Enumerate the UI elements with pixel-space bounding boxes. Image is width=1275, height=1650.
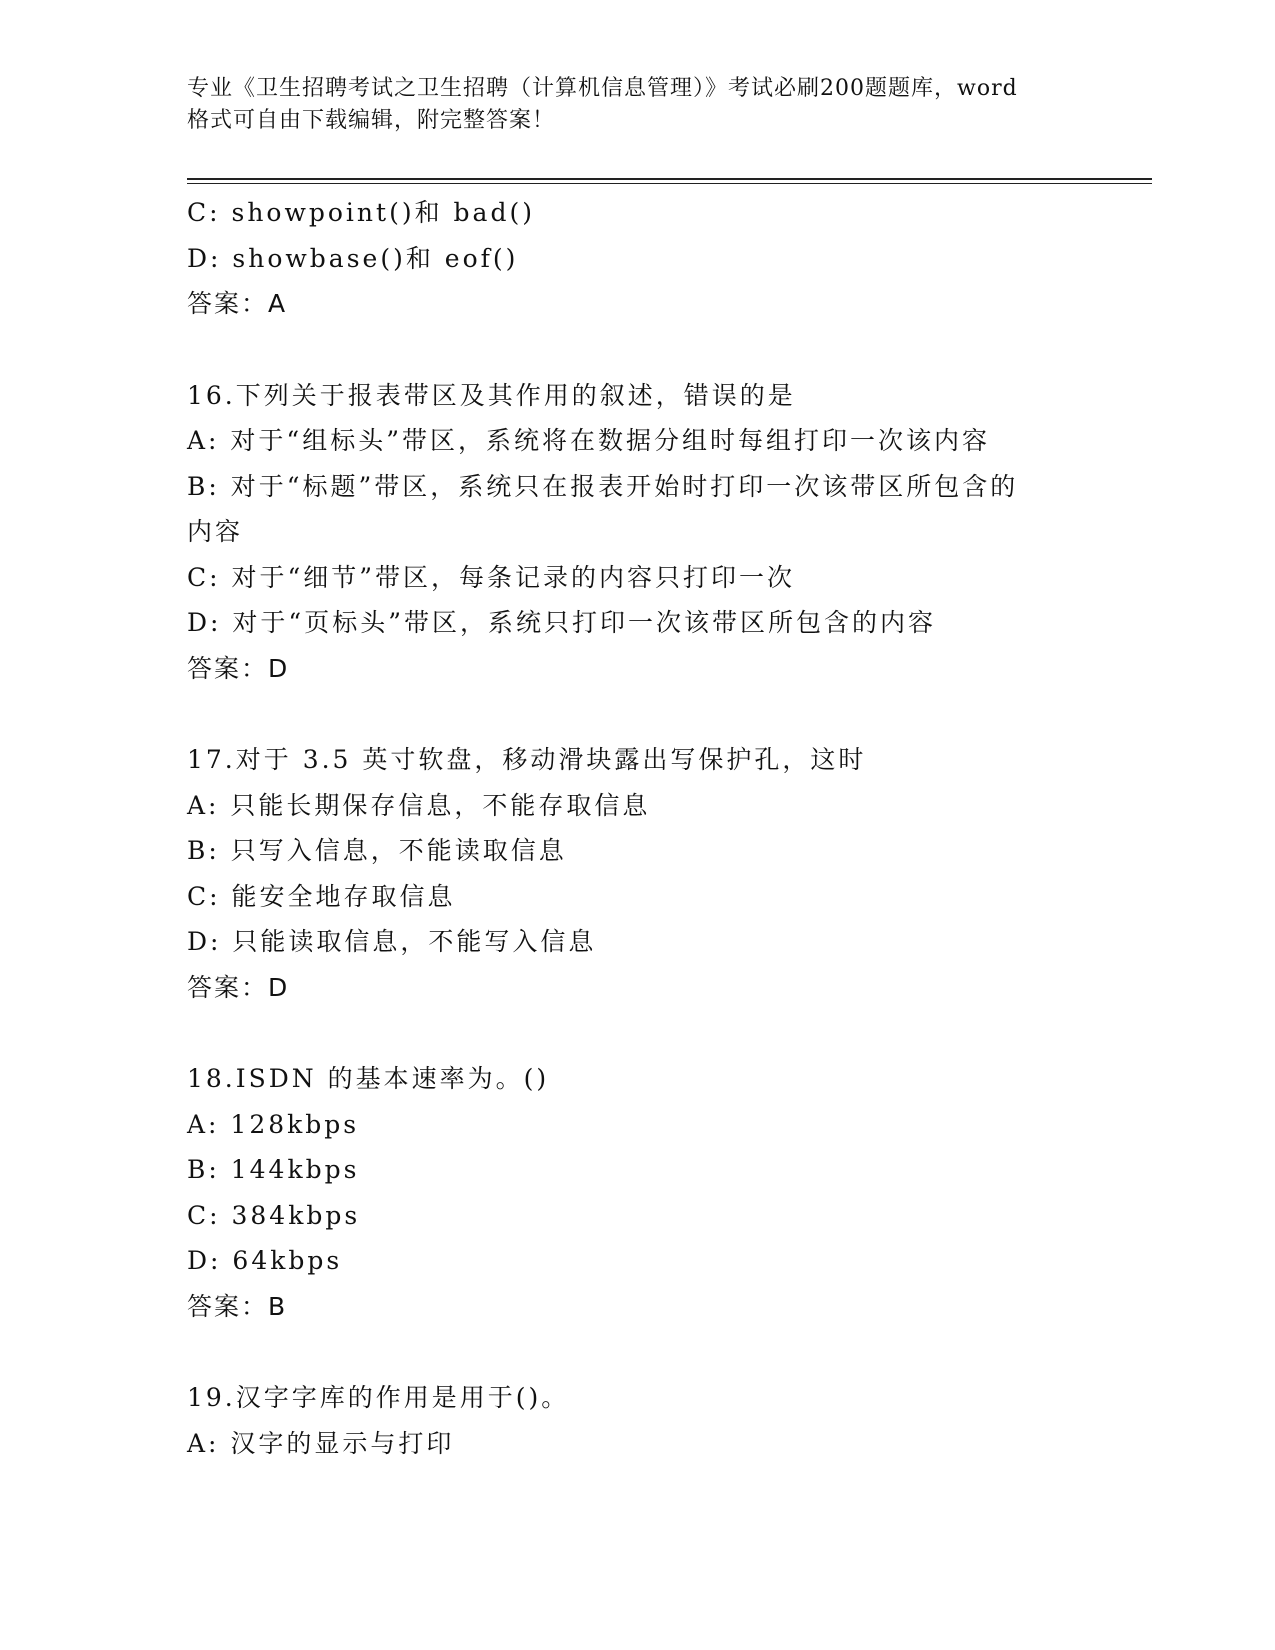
option-d: D: 只能读取信息，不能写入信息 [187,927,597,956]
question-gap [187,327,1087,373]
question-gap [187,691,1087,737]
option-a: A: 对于“组标头”带区，系统将在数据分组时每组打印一次该内容 [187,426,990,455]
question-stem: 17.对于 3.5 英寸软盘，移动滑块露出写保护孔，这时 [187,745,867,774]
answer-line: 答案：D [187,653,290,683]
option-d: D: 64kbps [187,1246,343,1275]
previous-question-tail [187,190,1087,327]
option-a: A: 汉字的显示与打印 [187,1428,455,1458]
option-d: D: 对于“页标头”带区，系统只打印一次该带区所包含的内容 [187,608,936,637]
option-c: C: 能安全地存取信息 [187,881,456,911]
header-rule-thin [187,183,1152,184]
option-c: C: 对于“细节”带区，每条记录的内容只打印一次 [187,562,796,592]
answer-line: 答案：B [187,1291,288,1321]
header-line-1: 专业《卫生招聘考试之卫生招聘（计算机信息管理）》考试必刷200题题库，word [187,76,1018,101]
question-stem: 18.ISDN 的基本速率为。() [187,1064,550,1093]
question-stem: 16.下列关于报表带区及其作用的叙述，错误的是 [187,380,796,410]
answer-line: 答案：A [187,289,288,318]
option-a: A: 只能长期保存信息，不能存取信息 [187,790,651,820]
question-17 [187,737,1087,1010]
option-b: B: 只写入信息，不能读取信息 [187,836,567,865]
option-a: A: 128kbps [187,1109,360,1139]
option-d: D: showbase()和 eof() [187,243,519,273]
document-header [187,73,1107,137]
header-line-2: 格式可自由下载编辑，附完整答案！ [187,108,556,133]
question-18 [187,1056,1087,1329]
question-gap [187,1010,1087,1056]
question-gap [187,1329,1087,1375]
question-list [187,190,1087,1466]
answer-line: 答案：D [187,972,290,1002]
question-stem: 19.汉字字库的作用是用于()。 [187,1383,570,1412]
option-b: B: 144kbps [187,1155,360,1184]
option-c: C: showpoint()和 bad() [187,198,535,227]
option-c: C: 384kbps [187,1200,361,1230]
header-rule-thick [187,178,1152,180]
question-16 [187,373,1087,692]
option-b-line-2: 内容 [187,517,244,546]
option-b-line-1: B: 对于“标题”带区，系统只在报表开始时打印一次该带区所包含的 [187,471,1019,501]
question-19 [187,1375,1087,1466]
